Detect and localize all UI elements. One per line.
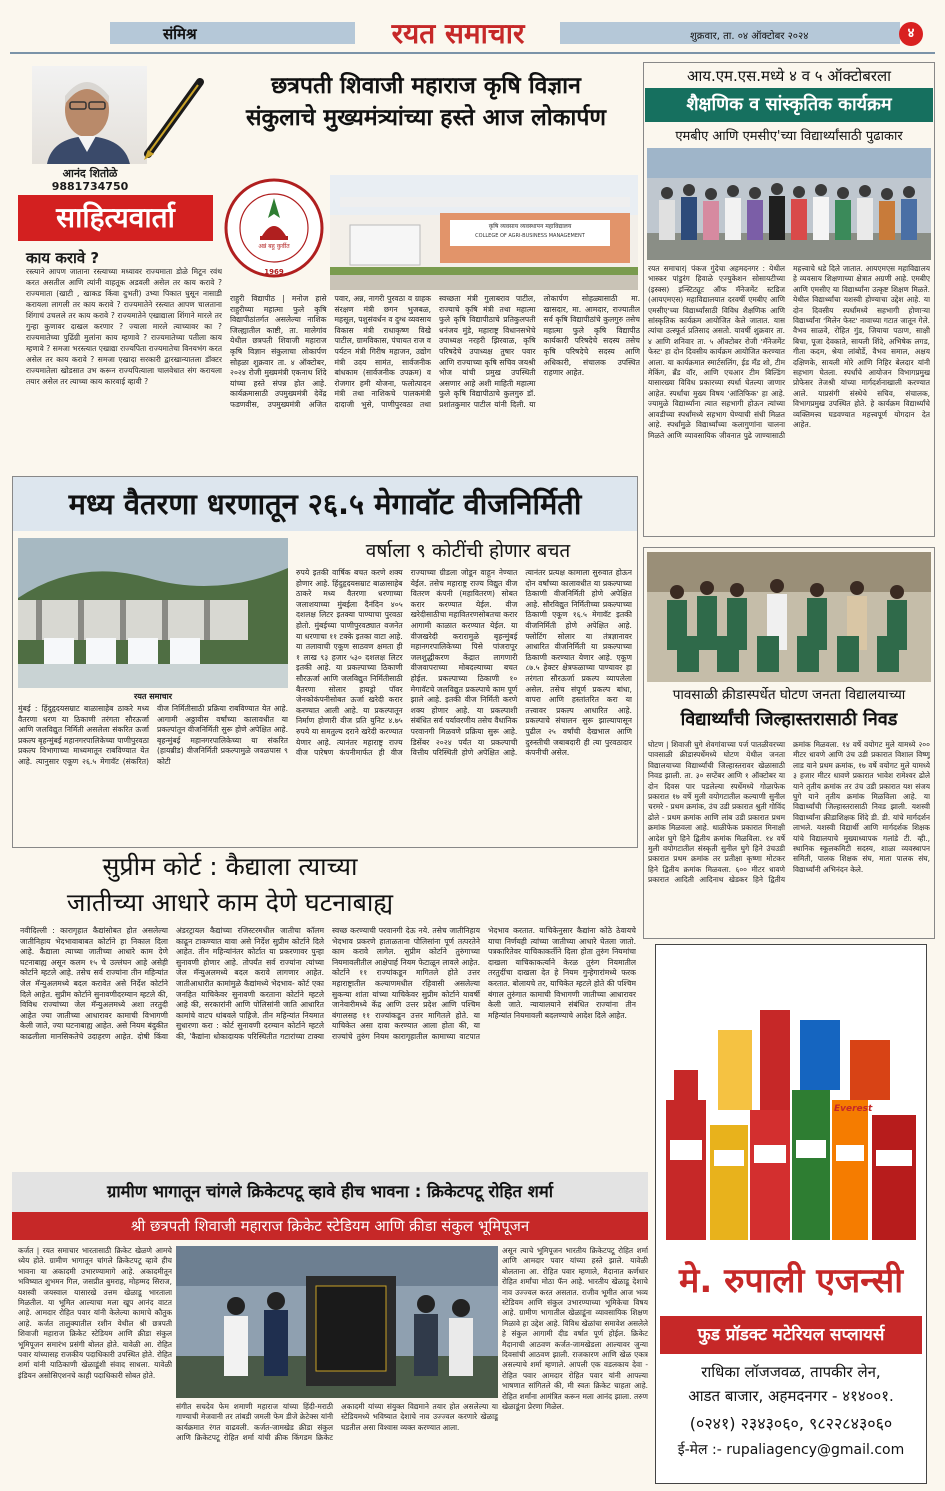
- issue-date: शुक्रवार, ता. ०४ ऑक्टोबर २०२४: [690, 31, 809, 42]
- sports-team-photo: [647, 552, 931, 682]
- dam-subhead: वर्षाला ९ कोटींची होणार बचत: [365, 540, 571, 562]
- ad-address-2: आडत बाजार, अहमदनगर - ४१४००१.: [688, 1387, 894, 1405]
- ad-phone: (०२४१) २३४३०६०, ९८२२८४३०६०: [689, 1414, 893, 1433]
- court-headline-2: जातीच्या आधारे काम देणे घटनाबाह्य: [66, 888, 394, 917]
- cricket-subhead: श्री छत्रपती शिवाजी महाराज क्रिकेट स्टेडियम आणि क्रीडा संकुल भूमिपूजन: [12, 1212, 648, 1240]
- cricket-body-left: कर्जत | रयत समाचार भारतासाठी क्रिकेट खेळणे आमचे ध्येय होते. ग्रामीण भागातून चांगले क्रिकेटपटू व्हावे हीच भावना या अकादमी उभारण्यामागे आहे. अकादमीतून भविष्यात शुभमन गिल, जसप्रीत बुमराह, मोहम्मद सिराज, यशस्वी जयस्वाल यासारखे उत्तम खेळाडू भारताला मिळतील. या भूमित आल्याचा मला खूप आनंद वाटत आहे. आमदार रोहित पवार यांनी केलेल्या कामाचे कौतुक आहे. कर्जत तालुक्यातील रशीन येथील श्री छत्रपती शिवाजी महाराज क्रिकेट स्टेडियम आणि क्रीडा संकुल भूमिपूजन समारंभ प्रसंगी बोलत होते. यावेळी आ. रोहित पवार यांच्यासह राजकीय पदाधिकारी उपस्थित होते. रोहित शर्मा यांनी याठिकाणी खेळाडूंशी संवाद साधला. यावेळी इंडियन असोसिएशनचे काही पदाधिकारी सोबत होते.: [18, 1246, 172, 1380]
- dam-body-right: रुपये इतकी वार्षिक बचत करणे शक्य होणार आहे. हिंदुहृदयसम्राट बाळासाहेब ठाकरे मध्य वैतरणा धरणाच्या जलाशयाच्या मुंबईला दैनंदिन ४०५ दशलक्ष लिटर इतक्या पाण्याचा पुरवठा होतो. मुंबईच्या पाणीपुरवठ्यात वजनेत या धरणाचा ११ टक्के इतका वाटा आहे. या तलावाची एकूण साठवण क्षमता ही १ लाख ९३ हजार ५३० दशलक्ष लिटर इतकी आहे. या प्रकल्पाच्या ठिकाणी सौरऊर्जा आणि जलविद्युत निर्मितीसाठी बैतरणा सोलार हायड्रो पॉवर जेनकोकंपनीसोबत ऊर्जा खरेदी करार करण्यात आली आहे. या प्रकल्पातून निर्माण होणारी वीज प्रति युनिट ४.७५ रुपये या समतुल्य दराने खरेदी करण्यात येणार आहे. त्यानंतर महाराष्ट्र राज्य वीज पारेषण कंपनीमार्फत ही वीज राज्याच्या ग्रीडला जोडून वाहून नेण्यात येईल. तसेच महाराष्ट्र राज्य विद्युत वीज वितरण कंपनी (महावितरण) सोबत करार करण्यात येईल. वीज खरेदीसाठीचा महावितरणसोबतचा करार आगामी काळात करण्यात येईल. या वीजखरेदी करारामुळे बृहन्मुंबई महानगरपालिकेच्या पिसे पांजरापूर जलशुद्धीकरण केंद्रात लागणारी वीजवापराच्या मोबदल्याच्या बचत होईल. प्रकल्पाच्या ठिकाणी १० मेगावॅटचे जलविद्युत प्रकल्पाचे काम पूर्ण झाले आहे. इतकी वीज निर्मिती करणे शक्य होणार आहे. या प्रकल्पाशी संबंधित सर्व पर्यावरणीय तसेच वैधानिक परवानगी मिळवणे प्रक्रिया सुरू आहे. डिसेंबर २०२४ पर्यंत या प्रकल्पाची वित्तीय परिस्थिती होणे अपेक्षित आहे. त्यानंतर प्रत्यक्ष कामाला सुरुवात होऊन दोन वर्षांच्या कालावधीत या प्रकल्पाच्या ठिकाणी वीजनिर्मिती होणे अपेक्षित आहे. सौरविद्युत निर्मितीच्या प्रकल्पाच्या ठिकाणी एकूण १६.५ मेगावॅट इतकी वीजनिर्मिती होणे अपेक्षित आहे. फ्लोटिंग सोलार या तंत्रज्ञानावर आधारित वीजनिर्मिती या प्रकल्पाच्या ठिकाणी करण्यात येणार आहे. एकूण ८७.५ हेक्टर क्षेत्रफळाच्या पाण्यावर हा तरंगता सौरऊर्जा प्रकल्प व्यापलेला असेल. तसेच संपूर्ण प्रकल्प बांधा, वापरा आणि हस्तांतरित करा या तत्त्वावर प्रकल्प आधारित आहे. प्रकल्पाचे संचालन सुरू झाल्यापासून पुढील २५ वर्षांची देखभाल आणि दुरुस्तीची जबाबदारी ही त्या पुरवठादार कंपनीची असेल.: [296, 568, 632, 758]
- masthead-rule: [10, 52, 935, 54]
- ad-email: ई-मेल :- rupaliagency@gmail.com: [677, 1442, 905, 1458]
- lead-headline-2: संकुलाचे मुख्यमंत्र्यांच्या हस्ते आज लोकार्पण: [245, 105, 607, 131]
- pen-image: [140, 70, 210, 160]
- building-sign-text: कृषि व्यवसाय व्यवस्थापन महाविद्यालय: [488, 223, 572, 230]
- ims-kicker: आय.एम.एस.मध्ये ४ व ५ ऑक्टोबरला: [686, 67, 892, 85]
- ims-body: रयत समाचार| पंकज गुंदेचा अहमदनगर : येथील भास्कर पांडुरंग हिवाळे एज्युकेशन सोसायटीच्या (इस्क्स) इन्स्टिट्यूट ऑफ मॅनेजमेंट स्टडिज (आयएमएस) महाविद्यालयात दरवर्षी एमबीए आणि एमसीए'च्या विद्यार्थ्यांसाठी विविध शैक्षणिक आणि सांस्कृतिक कार्यक्रम आयोजित केले जातात. यास त्यांचा उत्स्फूर्त प्रतिसाद असतो. यावर्षी शुक्रवार ता. ४ आणि शनिवार ता. ५ ऑक्टोबर रोजी 'मॅनेजमेंट फेस्ट' हा दोन दिवसीय कार्यक्रम आयोजित करण्यात आला. या कार्यक्रमात स्मार्टसलिंग, ईड मँड शो, टीम मेकिंग, ब्रँड वॉर, आणि एचआर टीम बिल्डिंग यासारख्या विविध प्रकारच्या स्पर्धा घेतल्या जाणार आहेत. स्पर्धांचा मुख्य विषय 'आंतिफिक' हा आहे. ज्यामुळे विद्यार्थ्यांना त्यात सहभागी होऊन त्यांच्या आवडीच्या स्पर्धांमध्ये सहभाग घेण्याची संधी मिळत आहे. स्पर्धांमुळे विद्यार्थ्यांच्या कलागुणांना चालना मिळते आणि व्यावसायिक जीवनात पुढे जाण्यासाठी महत्त्वाचे धडे दिले जातात. आयएमएस महाविद्यालय हे व्यवसाय शिक्षणाच्या क्षेत्रात अग्रणी आहे. एमबीए आणि एमसीए या विद्यार्थ्यांना उत्कृष्ट शिक्षण मिळते. येथील विद्यार्थ्यांचा यशस्वी होण्याचा उद्देश आहे. या दोन दिवसीय स्पर्धांमध्ये सहभागी होणाऱ्या विद्यार्थ्यांना 'मिलेन फेस्ट' नावाच्या गटात जातून गेले. वैभव साळवे, रोहित गुंड, जियाया पठाण, साक्षी बिचा, पूजा देवकाते, सायली शिंदे, अभिषेक लगड, गीता कदम, श्रेया लांबोर्डे, वैभव समाल, अक्षय दक्षिणके, सायली मोरे आणि निहिर बेलदार यांनी सहभाग घेतला. स्पर्धांचे आयोजन विभागप्रमुख प्रोफेसर तेजश्री यांच्या मार्गदर्शनाखाली करण्यात आले. याप्रसंगी संस्थेचे सचिव, संचालक, विभागप्रमुख उपस्थित होते. हे कार्यक्रम विद्यार्थ्यांचे व्यक्तिमत्त्व घडवण्यात महत्त्वपूर्ण योगदान देत आहेत.: [648, 264, 930, 440]
- court-headline-1: सुप्रीम कोर्ट : कैद्याला त्याच्या: [102, 852, 358, 881]
- college-building-photo: [330, 175, 638, 290]
- author-photo: [32, 66, 147, 164]
- court-right-mask: [450, 848, 638, 926]
- sports-headline-1: पावसाळी क्रीडास्पर्धेत घोटण जनता विद्यालयाच्या: [672, 687, 906, 703]
- university-logo: [222, 176, 327, 286]
- dam-photo: [18, 538, 288, 688]
- page-number: ४: [899, 22, 923, 46]
- building-sign-english: COLLEGE OF AGRI-BUSINESS MANAGEMENT: [475, 233, 585, 239]
- ims-subhead: एमबीए आणि एमसीए'च्या विद्यार्थ्यांसाठी पुढाकार: [675, 129, 903, 144]
- ims-group-photo: [647, 148, 931, 260]
- lead-headline-1: छत्रपती शिवाजी महाराज कृषि विज्ञान: [271, 73, 581, 99]
- ims-headline: शैक्षणिक व सांस्कृतिक कार्यक्रम: [645, 88, 933, 122]
- cricket-photo: [176, 1246, 498, 1398]
- column-heading: काय करावे ?: [26, 249, 100, 267]
- masthead-section-bar: [110, 22, 355, 44]
- logo-year: 1969: [264, 268, 284, 276]
- logo-motto: अन्नं बहु कुर्वीत: [258, 243, 290, 250]
- column-body: रस्त्याने आपण जाताना रस्त्याच्या मध्यावर राज्यमाता डोळे मिटून रवंथ करत असतील आणि त्यांनी वाहतूक अडवली असेल तर काय करावे ? राज्यमाता (खाटी , खाकड किंवा दुभती) उभ्या पिकात घुसून नासाडी करायला लागली तर काय करावे ? राज्यमातेने रस्त्यात आपण चालताना शिंगाचं उचलले तर काय करावे ? राज्यमातेने एखाद्याला शिंगाने मारले तर गुन्हा कुणावर दाखल करणार ? ज्याला मारले त्याच्यावर का ? राज्यमातेच्या पुढिंग्री मुलांना काय म्हणावे ? राज्यमातेच्या पतीला काय म्हणावे ? समजा भरस्त्यात एखाद्या राज्यपिता राज्यमातेचा विनयभंग करत असेल तर काय करावे ? समजा एखादा सरकारी द्वारखान्यातला डॉक्टर राज्यमातेला खोडसात उभ करून राज्यपित्याला चालवेधात संग करायला तयार असेल तर त्याच्या काय कारवाई व्हावी ?: [26, 267, 222, 386]
- dam-body-left: मुंबई : हिंदुहृदयसम्राट बाळासाहेब ठाकरे मध्य वैतरणा धरण या ठिकाणी तरंगता सौरऊर्जा आणि जलविद्युत निर्मिती असलेला संकरित ऊर्जा प्रकल्प बृहन्मुंबई महानगरपालिकेच्या पाणीपुरवठा प्रकल्प विभागाच्या माध्यमातून राबविण्यात येत आहे. त्यानुसार एकूण २६.५ मेगावॅट (संकरित) वीज निर्मितीसाठी प्रक्रिया राबविण्यात येत आहे. आगामी अठ्ठावीस वर्षांच्या कालावधीत या प्रकल्पांतून वीजनिर्मिती सुरू होणे अपेक्षित आहे. बृहन्मुंबई महानगरपालिकेच्या या संकरित (हायब्रीड) वीजनिर्मिती प्रकल्पामुळे जवळपास ९ कोटी: [18, 704, 288, 766]
- dam-headline: मध्य वैतरणा धरणातून २६.५ मेगावॉट वीजनिर्मिती: [68, 487, 582, 521]
- sports-headline-2: विद्यार्थ्यांची जिल्हास्तरासाठी निवड: [680, 709, 898, 730]
- court-body-a: नवीदिल्ली : कारागृहात कैद्यांसोबत होत असलेल्या जातीनिहाय भेदभावाबाबत कोर्टाने हा निकाल दिला आहे. कैद्याला त्याच्या जातीच्या आधारे काम देणे घटनाबाह्य असून कलम १५ चे उल्लंघन आहे असेही कोर्टाने म्हटले आहे. तसेच सर्व राज्यांना तीन महिन्यांत जेल मॅन्युअलमध्ये बदल करावेत असे निर्देश कोर्टाने दिले आहेत. सुप्रीम कोर्टाने सुनावणीदरम्यान म्हटले की, विविध राज्यांच्या जेल मॅन्युअलमध्ये अशा तरतुदी आहेत ज्या जातीच्या आधारावर कामाची विभागणी केली जाते, ज्या घटनाबाह्य आहेत. असे नियम बंदुकीत काढलीला मानसिकतेचे उदाहरण आहेत. दोषी किंवा अंडरट्रायल कैद्यांच्या रजिस्टरमधील जातीचा कॉलम काढून टाकण्यात यावा असे निर्देश सुप्रीम कोर्टाने दिले आहेत. तीन महिन्यांनंतर कोर्टात या प्रकरणावर पुन्हा सुनावणी होणार आहे. तोपर्यंत सर्व राज्यांना त्यांच्या जेल मॅन्युअलमध्ये बदल करावे लागणार आहेत. जातीआधारीत कामांमुळे कैद्यांमध्ये भेदभाव- कोर्ट एका जनहित याचिकेवर सुनावणी करताना कोर्टाने म्हटले आहे की, सरकारांनी आणि पोलिसांनी जाति आधारित कामांचे वाटप थांबवले पाहिजे. तीन महिन्यांत नियमात सुधारणा करा : कोर्ट सुनावणी दरम्यान कोर्टाने म्हटले की, 'कैद्यांना धोकादायक परिस्थितीत गटारांच्या टाक्या स्वच्छ करण्याची परवानगी देऊ नये. तसेच जातीनिहाय भेदभाव प्रकरणे हाताळताना पोलिसांना पूर्ण तत्परतेने काम करावे लागेल. सुप्रीम कोर्टाने तुरुंगाच्या नियमावलीतील आक्षेपार्ह नियम फेटाळून लावले आहेत. कोर्टाने ११ राज्यांकडून मागितले होते उत्तर महाराष्ट्रातील कल्याणमधील रहिवासी असलेल्या सुकन्या शांता यांच्या याचिकेवर सुप्रीम कोर्टाने यावर्षी जानेवारीमध्ये केंद्र आणि उत्तर प्रदेश आणि पश्चिम बंगालसह ११ राज्यांकडून उत्तर मागितले होते. या याचिकेत असा दावा करण्यात आला होता की, या राज्यांचे तुरुंग नियम कारागृहातील कामाच्या वाटपात भेदभाव करतात. याचिकेनुसार कैद्यांना कोठे ठेवायचे याचा निर्णयही त्यांच्या जातीच्या आधारे घेतला जातो. पत्रकारितेवर याचिकाकर्तीने दिला होता तुरुंग नियमांचा दाखला याचिकाकर्त्याने केरळ तुरुंग नियमातील तरतुदींचा दाखला देत हे नियम गुन्हेगारांमध्ये फरक करतात. बोलायचे तर, याचिकेत म्हटले होते की पश्चिम बंगाल तुरुंगात कामाची विभागणी जातीच्या आधारावर केली जाते. न्यायालयाने संबंधित राज्यांना तीन महिन्यांत नियमावली बदलण्याचे आदेश दिले आहेत.: [20, 926, 636, 1041]
- cricket-body-mid: संगीत सचदेव फेम शमाणी महाराज यांच्या हिंदी-मराठी गाण्याची मेजवानी तर तांबडी जमली फेम डीजे क्रेटेक्स यांनी कार्यक्रमात रंगत वाढवली. कर्जत-जामखेड क्रीडा संकुल आणि क्रिकेटपटू रोहित शर्मा यांची क्रीक किंगडम क्रिकेट अकादमी यांच्या संयुक्त विद्यमाने तयार होत असलेल्या या स्टेडियमध्ये भविष्यात देशाचे नाव उज्ज्वल करणारे खेळाडू घडतील असा विश्वास व्यक्त करण्यात आला.: [176, 1402, 498, 1443]
- section-label: संमिश्र: [163, 25, 197, 43]
- ad-products-image: [660, 950, 922, 1248]
- ad-address-1: राधिका लॉजजवळ, तापकीर लेन,: [701, 1363, 881, 1381]
- cricket-body-right: असून त्याचे भूमिपूजन भारतीय क्रिकेटपटू रोहित शर्मा आणि आमदार पवार यांच्या हस्ते झाले. यावेळी बोलताना आ. रोहित पवार म्हणाले, मैदानात कर्णधार रोहित शर्मांचा मोठा फॅन आहे. भारतीय खेळाडू देशाचे नाव उज्ज्वल करत असतात. राजीव भूमीत आज भव्य स्टेडियम आणि संकुल उभारण्याच्या भूमिकेचा विषय आहे. ग्रामीण भागातील खेळाडूंना व्यावसायिक शिक्षण मिळावे हा उद्देश आहे. विविध खेळांचा समावेश असलेले हे संकुल आगामी दीड वर्षात पूर्ण होईल. क्रिकेट मैदानाची आठवण कर्जत-जामखेडला आल्यावर जुन्या दिवसांची आठवण झाली. राजकारण आणि खेळ एकत्र असल्याचे शर्मा म्हणाले. आपली एक वडलकाय देवा - रोहित पवार आमदार रोहित पवार यांनी आपल्या भाषणात सांगितले की, मी स्वतः क्रिकेट चाहता आहे. रोहित शर्मांना आमंत्रित करून मला आनंद झाला. तरुण खेळाडूंना प्रेरणा मिळेल.: [502, 1246, 648, 1412]
- lead-body: राहुरी विद्यापीठ | मनोज हासे राहुरीच्या महात्मा फुले कृषि विद्यापीठांतर्गत असलेल्या नाशिक जिल्ह्यातील काष्टी, ता. मालेगांव येथील छत्रपती शिवाजी महाराज कृषि विज्ञान संकुलाचा लोकार्पण सोहळा शुक्रवार ता. ४ ऑक्टोबर, २०२४ रोजी मुख्यमंत्री एकनाथ शिंदे यांच्या हस्ते संपन्न होत आहे. कार्यक्रमासाठी उपमुख्यमंत्री देवेंद्र फडणवीस, उपमुख्यमंत्री अजित पवार, अन्न, नागरी पुरवठा व ग्राहक संरक्षण मंत्री छगन भुजबळ, महसूल, पशुसंवर्धन व दुग्ध व्यवसाय विकास मंत्री राधाकृष्ण विखे पाटील, ग्रामविकास, पंचायत राज व पर्यटन मंत्री गिरीष महाजन, उद्योग मंत्री उदय सामंत, सार्वजनीक बांधकाम (सार्वजनीक उपक्रम) व रोजगार हमी योजना, फलोत्पादन मंत्री तथा नाशिकचे पालकमंत्री दादाजी भुसे, पाणीपुरवठा तथा स्वच्छता मंत्री गुलाबराव पाटील, राज्याचे कृषि मंत्री तथा महात्मा फुले कृषि विद्यापीठाचे प्रतिकुलपती धनंजय मुंडे, महाराष्ट्र विधानसभेचे उपाध्यक्ष नरहरी झिरवाळ, कृषि परिषदेचे उपाध्यक्ष तुषार पवार आणि राज्याच्या कृषि सचिव जयश्री भोज यांची प्रमुख उपस्थिती असणार आहे अशी माहिती महात्मा फुले कृषि विद्यापीठाचे कुलगुरु डॉ. प्रशांतकुमार पाटील यांनी दिली. या लोकार्पण सोहळ्यासाठी मा. खासदार, मा. आमदार, राज्यातील सर्व कृषि विद्यापीठांचे कुलगुरु तसेच महात्मा फुले कृषि विद्यापीठ कार्यकारी परिषदेचे सदस्य तसेच कृषि परिषदेचे सदस्य आणि अधिकारी, संचालक उपस्थित राहणार आहेत.: [230, 294, 640, 409]
- cricket-headline: ग्रामीण भागातून चांगले क्रिकेटपटू व्हावे हीच भावना : क्रिकेटपटू रोहित शर्मा: [107, 1182, 553, 1201]
- ad-tagline: फुड प्रॉडक्ट मटेरियल सप्लायर्स: [660, 1316, 922, 1354]
- newspaper-title: रयत समाचार: [391, 17, 525, 50]
- dam-photo-credit: रयत समाचार: [134, 692, 172, 701]
- sports-body: घोटण | शिवाजी घुगे शेवगांवाच्या पर्ज पातळीवरच्या पावसाळी क्रीडास्पर्धेमध्ये घोटण येथील जनता विद्यालयाच्या विद्यार्थ्यांची जिल्हास्तरावर खेळासाठी निवड झाली. ता. ३० सप्टेंबर आणि १ ऑक्टोबर या दोन दिवस पार पडलेल्या स्पर्धेमध्ये गोळाफेक प्रकारात १७ वर्षे मुली वयोगटातील कल्याणी सुनील चरमरे - प्रथम क्रमांक, उंच उडी प्रकारात श्रुती गोविंद ढोले - प्रथम क्रमांक आणि लांब उडी प्रकारात प्रथम क्रमांक मिळवला आहे. थाळीफेक प्रकारात मिनाक्षी आदेश घुगे हिने द्वितीय क्रमांक मिळविला. १४ वर्षे मुली वयोगटातील संस्कृती सुनील घुगे हिने उंचउडी प्रकारात प्रथम क्रमांक तर प्रतीक्षा कृष्णा मोटकर हिने द्वितीय क्रमांक मिळवला. ६०० मीटर धावणे प्रकारात आदिती आदिनाथ खेडकर हिने द्वितीय क्रमांक मिळवला. १४ वर्षे वयोगट मुले यामध्ये २०० मीटर धावणे आणि उंच उडी प्रकारात विशाल विष्णू लाड याने प्रथम क्रमांक, १७ वर्षे वयोगट मुले यामध्ये ३ हजार मीटर धावणे प्रकारात भावेश रामेश्वर ढोले याने तृतीय क्रमांक तर उंच उडी प्रकारात यश संजय घुगे याने तृतीय क्रमांक मिळविला आहे. या विद्यार्थ्यांची जिल्हास्तरासाठी निवड झाली. यशस्वी विद्यार्थ्यांना क्रीडाशिक्षक शिंदे डी. डी. यांचे मार्गदर्शन लाभले. यशस्वी विद्यार्थी आणि मार्गदर्शक शिक्षक यांचे विद्यालयाचे मुख्याध्यापक गलांडे टी. व्ही., स्थानिक स्कूलकमिटी सदस्य, शाळा व्यवस्थापन समिती, पालक शिक्षक संघ, माता पालक संघ, विद्यार्थ्यांनी अभिनंदन केले.: [648, 740, 930, 885]
- masthead: [0, 0, 945, 56]
- ad-agency-name: मे. रुपाली एजन्सी: [679, 1261, 903, 1301]
- author-phone: 9881734750: [51, 180, 129, 193]
- author-name: आनंद शितोळे: [62, 167, 118, 180]
- column-banner: साहित्यवार्ता: [18, 195, 213, 241]
- ad-brand-label: Everest: [834, 1104, 873, 1114]
